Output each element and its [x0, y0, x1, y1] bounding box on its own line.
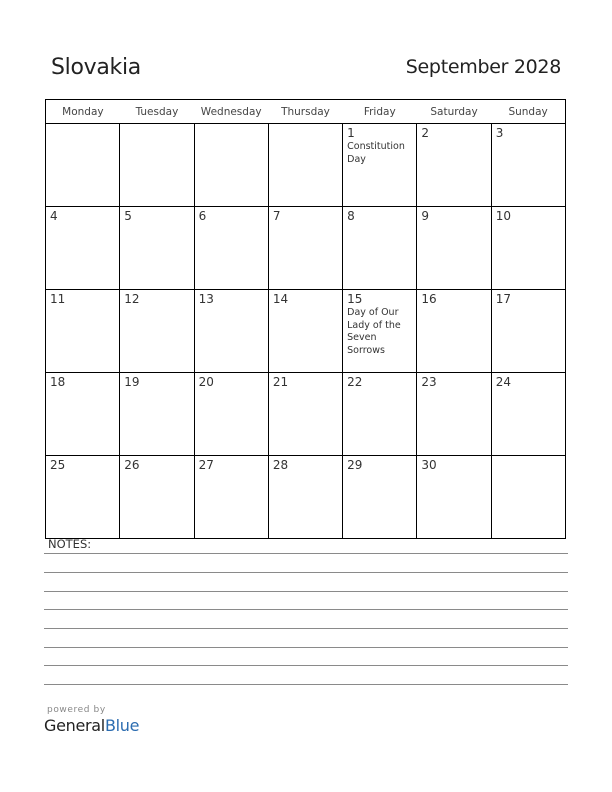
day-number: 4 [50, 209, 58, 223]
day-number: 12 [124, 292, 140, 306]
week-row [46, 207, 566, 290]
note-line [44, 628, 568, 629]
day-cell [194, 290, 268, 373]
day-number: 22 [347, 375, 363, 389]
day-cell [194, 456, 268, 539]
day-cell [194, 373, 268, 456]
day-cell [343, 456, 417, 539]
day-number: 21 [272, 375, 289, 389]
day-number: 23 [421, 375, 437, 389]
day-number: 3 [495, 126, 504, 140]
brand-general: General [44, 716, 105, 735]
day-cell [46, 456, 120, 539]
day-cell [268, 373, 342, 456]
day-cell [491, 290, 565, 373]
day-number: 26 [124, 458, 140, 472]
day-number: 6 [198, 209, 207, 223]
day-cell [46, 124, 120, 207]
holiday-label: Day of Our Lady of the Seven Sorrows [347, 307, 401, 356]
day-number: 17 [495, 292, 511, 306]
day-cell [46, 207, 120, 290]
weekday-sunday: Sunday [491, 100, 565, 124]
day-cell [268, 290, 342, 373]
weekday-wednesday: Wednesday [194, 100, 268, 124]
generalblue-logo [44, 716, 139, 735]
day-cell [417, 290, 491, 373]
day-cell [46, 290, 120, 373]
day-number: 2 [421, 126, 430, 140]
day-cell [120, 207, 194, 290]
day-number: 9 [421, 209, 430, 223]
day-number: 14 [272, 292, 289, 306]
day-cell [120, 124, 194, 207]
note-line [44, 553, 568, 554]
day-number: 7 [272, 209, 281, 223]
day-cell [194, 207, 268, 290]
day-cell [120, 373, 194, 456]
day-cell [491, 373, 565, 456]
note-line [44, 609, 568, 610]
day-cell [491, 207, 565, 290]
weekday-tuesday: Tuesday [120, 100, 194, 124]
week-row [46, 124, 566, 207]
day-cell [194, 124, 268, 207]
day-number: 30 [421, 458, 437, 472]
note-line [44, 647, 568, 648]
day-number: 19 [124, 375, 140, 389]
weekday-monday: Monday [46, 100, 120, 124]
calendar-grid [45, 99, 566, 539]
day-number: 11 [50, 292, 66, 306]
day-number: 24 [495, 375, 511, 389]
weekday-friday: Friday [343, 100, 417, 124]
day-cell [268, 207, 342, 290]
day-number: 27 [198, 458, 214, 472]
weekday-header-row [46, 100, 566, 124]
day-number: 20 [198, 375, 214, 389]
week-row [46, 456, 566, 539]
note-line [44, 665, 568, 666]
day-cell [417, 207, 491, 290]
note-line [44, 591, 568, 592]
day-cell [417, 124, 491, 207]
week-row [46, 373, 566, 456]
day-number: 29 [347, 458, 363, 472]
powered-by-text: powered by [47, 705, 106, 715]
day-number: 1 [347, 126, 355, 140]
day-cell [491, 456, 565, 539]
note-line [44, 572, 568, 573]
day-number: 5 [124, 209, 132, 223]
notes-label: NOTES: [48, 537, 92, 551]
day-cell [343, 124, 417, 207]
country-title: Slovakia [51, 55, 141, 80]
weekday-thursday: Thursday [268, 100, 342, 124]
day-cell [343, 290, 417, 373]
day-number: 18 [50, 375, 66, 389]
month-year-title: September 2028 [405, 56, 561, 78]
day-number: 10 [495, 209, 511, 223]
day-number: 16 [421, 292, 437, 306]
week-row [46, 290, 566, 373]
day-cell [491, 124, 565, 207]
day-number: 8 [347, 209, 355, 223]
day-cell [268, 456, 342, 539]
day-cell [268, 124, 342, 207]
weekday-saturday: Saturday [417, 100, 491, 124]
day-cell [120, 290, 194, 373]
note-line [44, 684, 568, 685]
day-number: 25 [50, 458, 66, 472]
day-cell [343, 207, 417, 290]
day-number: 13 [198, 292, 214, 306]
holiday-label: Constitution Day [347, 141, 405, 165]
day-number: 15 [347, 292, 363, 306]
day-number: 28 [272, 458, 289, 472]
day-cell [417, 373, 491, 456]
brand-blue: Blue [104, 716, 140, 735]
day-cell [417, 456, 491, 539]
day-cell [46, 373, 120, 456]
day-cell [343, 373, 417, 456]
day-cell [120, 456, 194, 539]
